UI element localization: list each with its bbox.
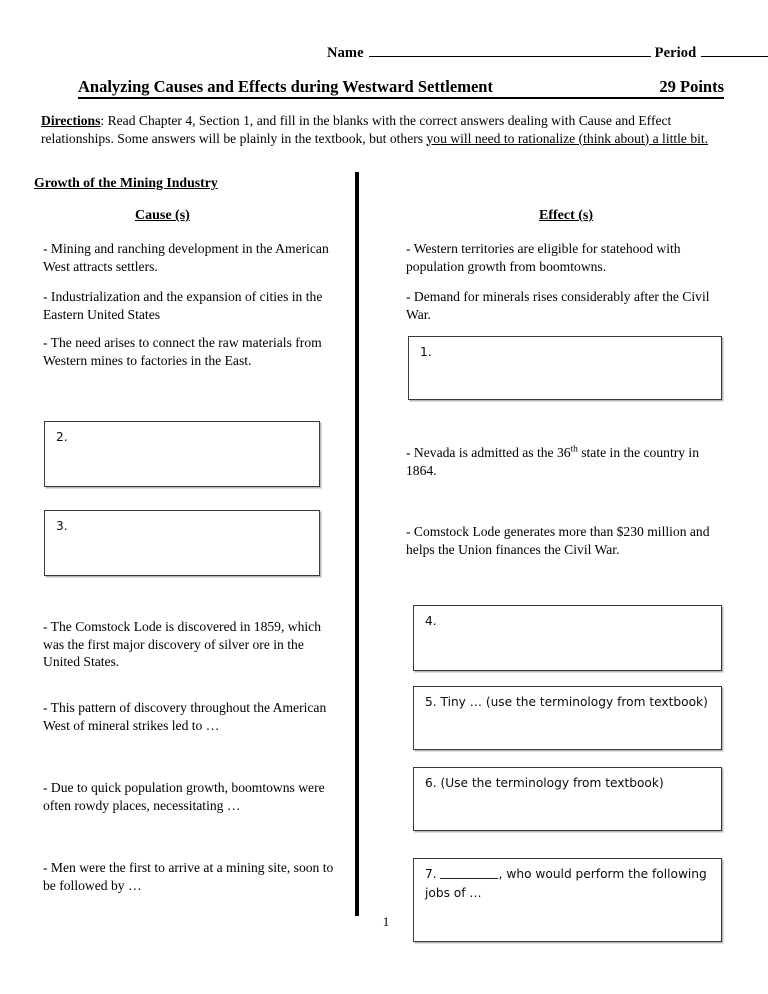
effect-item: - Western territories are eligible for statehood with population growth from boomtowns. (406, 241, 681, 274)
answer-box-3[interactable] (44, 510, 320, 576)
answer-box-7-label-after: , who would perform the following jobs of … (425, 867, 707, 900)
directions-label: Directions (41, 113, 101, 128)
answer-box-5-label: 5. Tiny … (use the terminology from textbook) (425, 695, 708, 709)
answer-box-4-label: 4. (425, 614, 437, 628)
answer-box-1[interactable] (408, 336, 722, 400)
answer-box-6-label: 6. (Use the terminology from textbook) (425, 776, 664, 790)
effect-column-header: Effect (s) (539, 208, 594, 223)
effect-item-text-before: - Nevada is admitted as the 36 (406, 445, 571, 460)
cause-item: - This pattern of discovery throughout the American West of mineral strikes led to … (43, 700, 327, 733)
answer-box-4[interactable] (413, 605, 722, 671)
answer-box-2-label: 2. (56, 430, 68, 444)
period-blank-line[interactable] (701, 44, 768, 57)
directions-body: : Read Chapter 4, Section 1, and fill in the blanks with the correct answers dealing with Cause and Effect relationships. Some answers will be plainly in the textbook, but others (41, 113, 672, 146)
effect-item: - Comstock Lode generates more than $230 million and helps the Union finances the Civil War. (406, 524, 710, 557)
cause-item: - The need arises to connect the raw materials from Western mines to factories in the East. (43, 335, 322, 368)
cause-item: - Due to quick population growth, boomtowns were often rowdy places, necessitating … (43, 780, 325, 813)
cause-item: - Mining and ranching development in the American West attracts settlers. (43, 241, 329, 274)
name-label: Name (327, 45, 364, 61)
section-heading: Growth of the Mining Industry (34, 175, 218, 190)
page-title (78, 77, 724, 99)
directions-body-underlined: you will need to rationalize (think about) a little bit. (426, 130, 709, 146)
page-title-text: Analyzing Causes and Effects during Westward Settlement (78, 77, 493, 96)
answer-box-7[interactable] (413, 858, 722, 942)
points-value: 29 Points (659, 77, 724, 96)
name-period-row (327, 44, 727, 64)
answer-box-5[interactable] (413, 686, 722, 750)
answer-box-7-label (425, 865, 713, 903)
cause-column-header: Cause (s) (135, 208, 190, 223)
cause-item: - The Comstock Lode is discovered in 1859, which was the first major discovery of silver ore in the United States. (43, 619, 321, 670)
effect-item: - Demand for minerals rises considerably after the Civil War. (406, 289, 710, 322)
answer-box-7-blank[interactable] (440, 867, 498, 879)
cause-item: - Industrialization and the expansion of cities in the Eastern United States (43, 289, 323, 322)
cause-item: - Men were the first to arrive at a mining site, soon to be followed by … (43, 860, 334, 893)
period-label: Period (654, 45, 697, 61)
effect-item-superscript: th (570, 444, 578, 455)
answer-box-3-label: 3. (56, 519, 68, 533)
directions-paragraph (41, 112, 725, 147)
effect-item-text-after: state in the country in 1864. (406, 445, 700, 478)
answer-box-2[interactable] (44, 421, 320, 487)
answer-box-7-label-before: 7. (425, 867, 437, 881)
page-number: 1 (382, 914, 390, 929)
column-divider (355, 172, 359, 916)
name-blank-line[interactable] (369, 44, 651, 57)
effect-item (406, 444, 722, 479)
answer-box-6[interactable] (413, 767, 722, 831)
answer-box-1-label: 1. (420, 345, 432, 359)
